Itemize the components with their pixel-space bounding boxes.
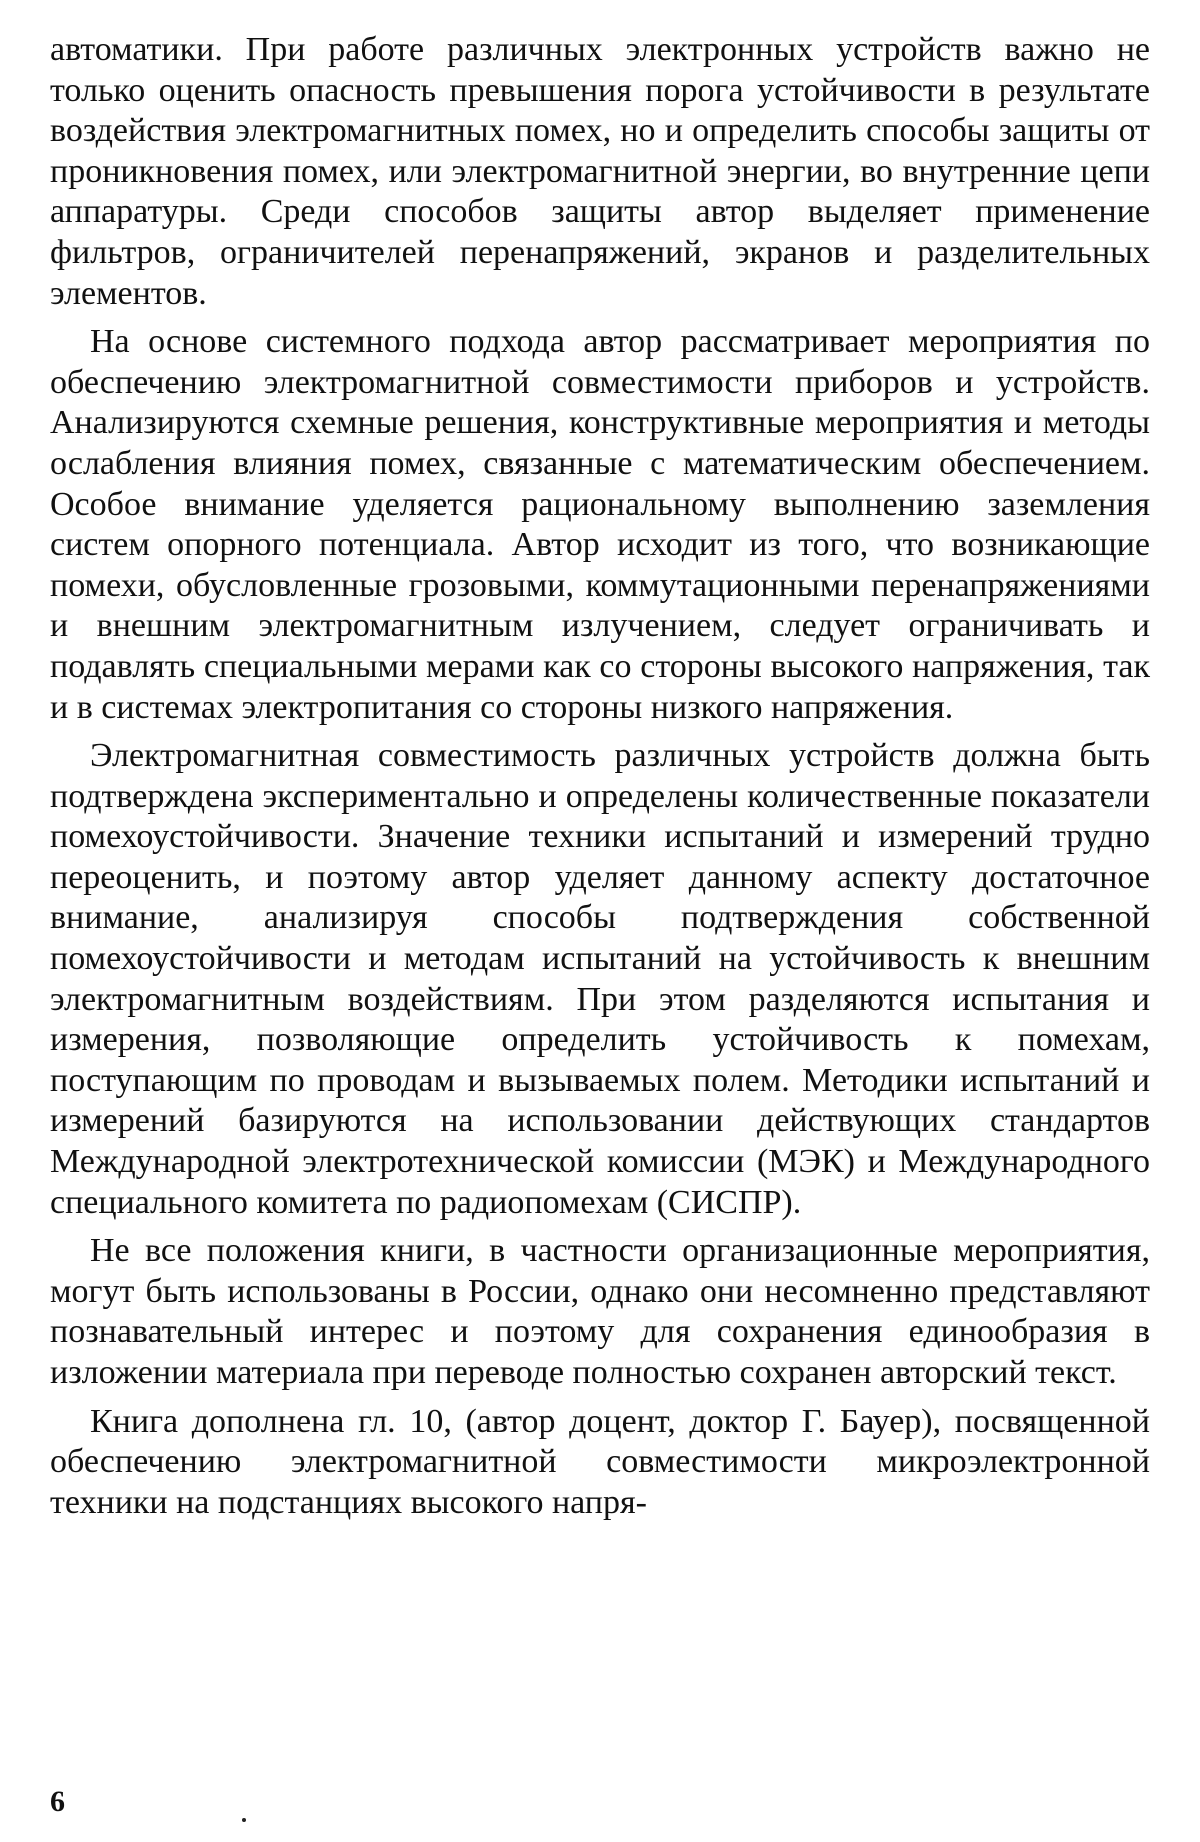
scan-speck (242, 1818, 246, 1822)
paragraph-chapter-10: Книга дополнена гл. 10, (автор доцент, доктор Г. Бауер), посвященной обеспечению электромагнитной совместимости микроэлектронной техники на подстанциях высокого напря- (50, 1402, 1150, 1521)
paragraph-continuation: автоматики. При работе различных электронных устройств важно не только оценить опасность превышения порога устойчивости в результате воздействия электромагнитных помех, но и определить способы защиты от проникновения помех, или электромагнитной энергии, во внутренние цепи аппаратуры. Среди способов защиты автор выделяет применение фильтров, ограничителей перенапряжений, экранов и разделительных элементов. (50, 31, 1150, 312)
paragraph-russia-applicability: Не все положения книги, в частности организационные мероприятия, могут быть использованы в России, однако они несомненно представляют познавательный интерес и поэтому для сохранения единообразия в изложении материала при переводе полностью сохранен авторский текст. (50, 1232, 1150, 1391)
paragraph-system-approach: На основе системного подхода автор рассматривает мероприятия по обеспечению электромагнитной совместимости приборов и устройств. Анализируются схемные решения, конструктивные мероприятия и методы ослабления влияния помех, связанные с математическим обеспечением. Особое внимание уделяется рациональному выполнению заземления систем опорного потенциала. Автор исходит из того, что возникающие помехи, обусловленные грозовыми, коммутационными перенапряжениями и внешним электромагнитным излучением, следует ограничивать и подавлять специальными мерами как со стороны высокого напряжения, так и в системах электропитания со стороны низкого напряжения. (50, 323, 1150, 726)
paragraph-emc-testing: Электромагнитная совместимость различных устройств должна быть подтверждена экспериментально и определены количественные показатели помехоустойчивости. Значение техники испытаний и измерений трудно переоценить, и поэтому автор уделяет данному аспекту достаточное внимание, анализируя способы подтверждения собственной помехоустойчивости и методам испытаний на устойчивость к внешним электромагнитным воздействиям. При этом разделяются испытания и измерения, позволяющие определить устойчивость к помехам, поступающим по проводам и вызываемых полем. Методики испытаний и измерений базируются на использовании действующих стандартов Международной электротехнической комиссии (МЭК) и Международного специального комитета по радиопомехам (СИСПР). (50, 737, 1150, 1221)
page-number: 6 (50, 1785, 65, 1818)
page-body (50, 30, 1150, 1531)
